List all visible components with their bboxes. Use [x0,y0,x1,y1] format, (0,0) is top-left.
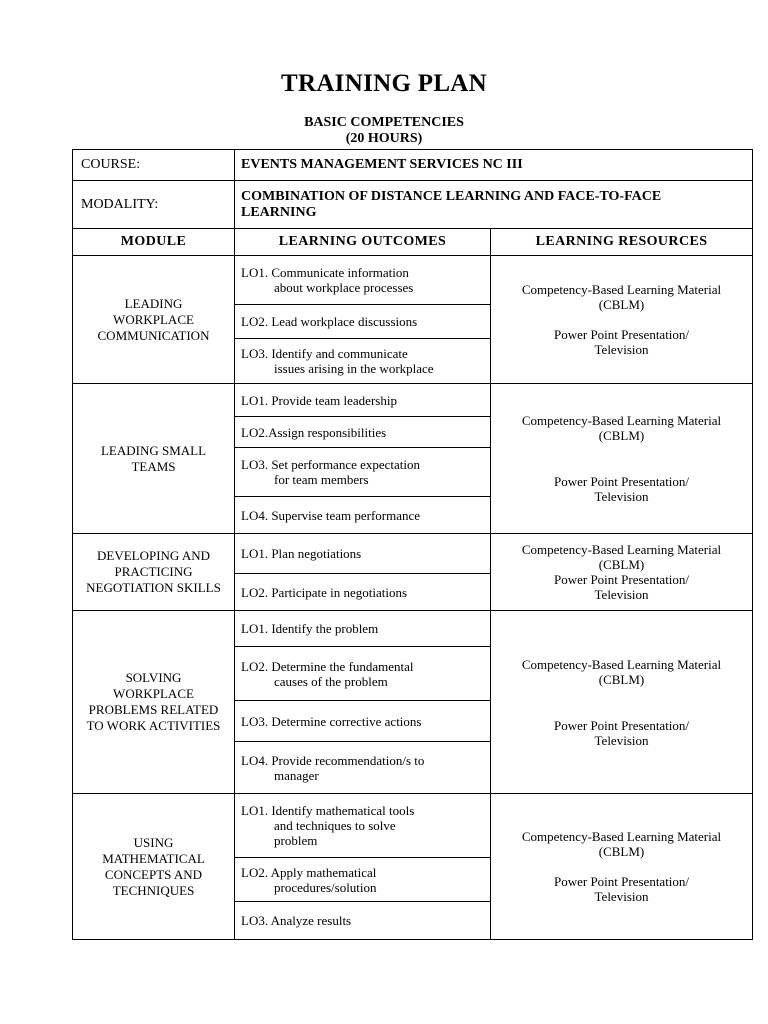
resource-line: Television [594,342,649,357]
outcome-line: procedures/solution [274,879,377,895]
resource-line: (CBLM) [598,844,645,859]
resource-line: Television [594,732,649,748]
module-name-line: DEVELOPING AND [96,548,211,563]
resource-line: (CBLM) [598,297,645,312]
resource-line: Power Point Presentation/ [553,474,690,489]
subtitle-hours: (20 HOURS) [345,131,423,146]
module-cell [73,256,235,384]
module-cell [73,534,235,611]
modality-value [235,181,753,229]
learning-outcome [235,497,491,534]
resource-line: (CBLM) [598,671,645,687]
learning-outcome [235,256,491,305]
resource-line: Competency-Based Learning Material [521,282,722,297]
outcome-line: problem [274,833,318,848]
resource-line: Competency-Based Learning Material [521,656,722,672]
learning-outcome [235,611,491,647]
learning-outcome [235,647,491,701]
module-name-line: LEADING SMALL [100,442,207,458]
outcome-line: LO3. Analyze results [241,913,352,928]
header-row [73,229,753,256]
module-cell [73,384,235,534]
learning-outcome [235,448,491,497]
table-row [73,611,753,647]
outcome-line: manager [274,767,319,783]
module-name-line: SOLVING [125,670,182,685]
course-row [73,150,753,181]
modality-value-line2: LEARNING [241,204,317,220]
table-row [73,534,753,574]
outcome-line: LO1. Plan negotiations [241,546,362,561]
resources-cell [491,256,753,384]
module-cell [73,794,235,940]
outcome-line: LO2. Lead workplace discussions [241,314,418,329]
learning-outcome [235,794,491,858]
modality-label: MODALITY: [73,181,235,229]
resources-cell [491,794,753,940]
outcome-line: for team members [274,472,369,487]
module-name-line: TECHNIQUES [112,882,195,898]
outcome-line: LO2.Assign responsibilities [241,424,387,440]
modality-row [73,181,753,229]
resource-line: Power Point Presentation/ [553,572,690,587]
resource-line: Power Point Presentation/ [553,717,690,733]
resources-cell [491,384,753,534]
subtitle-competencies: BASIC COMPETENCIES [304,115,464,130]
outcome-line: LO3. Identify and communicate [241,346,408,361]
outcome-line: LO1. Identify the problem [241,621,379,636]
header-learning-outcomes: LEARNING OUTCOMES [235,229,491,256]
outcome-line: causes of the problem [274,673,388,689]
module-cell [73,611,235,794]
learning-outcome [235,742,491,794]
resource-line: Competency-Based Learning Material [521,829,722,844]
table-row [73,384,753,417]
outcome-line: LO4. Provide recommendation/s to [241,752,425,768]
outcome-line: LO3. Determine corrective actions [241,713,422,729]
module-name-line: TO WORK ACTIVITIES [86,718,221,733]
module-name-line: USING [133,834,174,850]
outcome-line: LO1. Provide team leadership [241,392,397,408]
learning-outcome [235,574,491,611]
resource-line: (CBLM) [598,557,645,572]
table-row [73,794,753,858]
module-name-line: MATHEMATICAL [102,850,205,866]
learning-outcome [235,417,491,448]
learning-outcome [235,701,491,742]
outcome-line: LO3. Set performance expectation [241,457,421,472]
outcome-line: and techniques to solve [274,818,396,833]
module-name-line: WORKPLACE [113,686,194,701]
outcome-line: LO4. Supervise team performance [241,507,421,523]
learning-outcome [235,305,491,339]
module-name-line: NEGOTIATION SKILLS [86,580,221,595]
module-name-line: COMMUNICATION [97,327,210,343]
resources-cell [491,534,753,611]
resource-line: Television [594,489,649,504]
resource-line: (CBLM) [598,428,645,443]
outcome-line: LO2. Apply mathematical [241,864,377,880]
resources-cell [491,611,753,794]
learning-outcome [235,534,491,574]
outcome-line: LO1. Identify mathematical tools [241,803,415,818]
resource-line: Power Point Presentation/ [553,327,690,342]
module-name-line: LEADING [124,295,183,311]
outcome-line: LO2. Determine the fundamental [241,658,414,674]
learning-outcome [235,858,491,902]
module-name-line: WORKPLACE [113,311,194,327]
resource-line: Power Point Presentation/ [553,874,690,889]
outcome-line: about workplace processes [274,280,414,295]
course-value: EVENTS MANAGEMENT SERVICES NC III [235,150,753,181]
module-name-line: PROBLEMS RELATED [88,702,219,717]
module-name-line: TEAMS [131,458,176,474]
learning-outcome [235,902,491,940]
resource-line: Competency-Based Learning Material [521,542,722,557]
module-name-line: CONCEPTS AND [104,866,203,882]
header-module: MODULE [73,229,235,256]
document-title: TRAINING PLAN [281,70,487,97]
outcome-line: LO1. Communicate information [241,265,409,280]
learning-outcome [235,384,491,417]
outcome-line: issues arising in the workplace [274,361,434,376]
module-name-line: PRACTICING [114,564,193,579]
header-learning-resources: LEARNING RESOURCES [491,229,753,256]
resource-line: Competency-Based Learning Material [521,413,722,428]
modality-value-line1: COMBINATION OF DISTANCE LEARNING AND FACE-TO-FACE [241,188,662,204]
outcome-line: LO2. Participate in negotiations [241,584,408,600]
course-label: COURSE: [73,150,235,181]
learning-outcome [235,339,491,384]
table-row [73,256,753,305]
resource-line: Television [594,889,649,904]
training-plan-table [72,149,753,940]
resource-line: Television [594,587,649,602]
